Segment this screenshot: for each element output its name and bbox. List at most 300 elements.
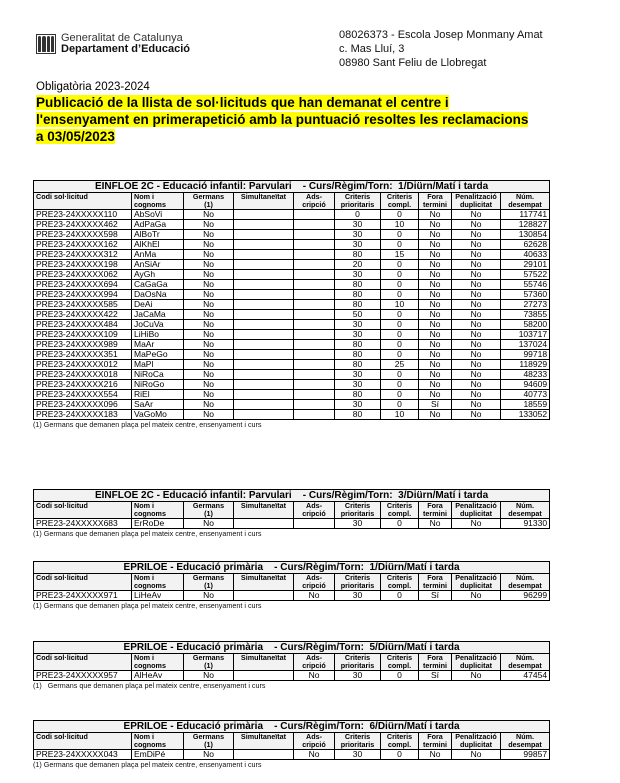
- table-cell: AdPaGa: [132, 220, 184, 230]
- table-row: [34, 250, 550, 260]
- table-row: [34, 290, 550, 300]
- table-row: [34, 270, 550, 280]
- column-header: [335, 502, 381, 519]
- table-cell: 0: [381, 340, 419, 350]
- column-header-line: Germans: [192, 501, 225, 510]
- table-cell: CaGaGa: [132, 280, 184, 290]
- table-cell: No: [419, 750, 452, 760]
- table-group-title: EPRILOE - Educació primària - Curs/Règim/Torn: 1/Diürn/Matí i tarda: [34, 562, 550, 574]
- table-row: [34, 330, 550, 340]
- column-header-line: Fora: [427, 501, 443, 510]
- table-cell: 0: [381, 270, 419, 280]
- column-header-line: Criteris: [386, 732, 413, 741]
- column-header: [381, 574, 419, 591]
- table-cell: No: [184, 220, 234, 230]
- column-header: [184, 193, 234, 210]
- table-cell: No: [452, 750, 501, 760]
- table-cell: 130854: [501, 230, 550, 240]
- column-header: [184, 502, 234, 519]
- table-cell: 80: [335, 280, 381, 290]
- table-cell: 0: [381, 240, 419, 250]
- table-cell: 94609: [501, 380, 550, 390]
- column-header-line: cognoms: [134, 740, 166, 749]
- column-header-line: [36, 582, 129, 590]
- table-cell: 30: [335, 320, 381, 330]
- column-header-line: Penalització: [455, 653, 497, 662]
- school-street: c. Mas Lluí, 3: [339, 43, 405, 55]
- column-header: [501, 733, 550, 750]
- column-header-line: termini: [423, 661, 447, 670]
- table-cell: 15: [381, 250, 419, 260]
- table-cell: PRE23-24XXXXX096: [34, 400, 132, 410]
- column-header: [501, 193, 550, 210]
- table-cell: No: [184, 360, 234, 370]
- table-cell: No: [419, 330, 452, 340]
- column-header: [335, 574, 381, 591]
- table-cell: Sí: [419, 671, 452, 681]
- table-cell: PRE23-24XXXXX198: [34, 260, 132, 270]
- table-cell: [294, 220, 335, 230]
- column-header: [132, 193, 184, 210]
- column-header-line: Ads-: [306, 573, 322, 582]
- table-cell: 0: [381, 591, 419, 601]
- column-header-line: Criteris: [344, 732, 371, 741]
- column-header: [452, 654, 501, 671]
- document-heading: [36, 80, 606, 145]
- column-header-line: Codi sol·licitud: [36, 732, 88, 741]
- table-cell: [294, 240, 335, 250]
- table-cell: No: [184, 591, 234, 601]
- table-row: [34, 390, 550, 400]
- column-header: [452, 502, 501, 519]
- column-header: [501, 502, 550, 519]
- table-cell: No: [419, 220, 452, 230]
- table-cell: No: [419, 360, 452, 370]
- table-cell: No: [419, 300, 452, 310]
- school-code-name: 08026373 - Escola Josep Monmany Amat: [339, 29, 543, 41]
- table-cell: 30: [335, 380, 381, 390]
- column-header: [34, 733, 132, 750]
- table-cell: No: [419, 210, 452, 220]
- column-header-line: Núm.: [516, 573, 534, 582]
- column-header-line: desempat: [508, 740, 542, 749]
- table-cell: No: [184, 320, 234, 330]
- table-cell: 117741: [501, 210, 550, 220]
- table-cell: 30: [335, 400, 381, 410]
- column-header-line: Criteris: [386, 653, 413, 662]
- column-header-line: compl.: [387, 509, 412, 518]
- table-cell: [234, 280, 294, 290]
- table-cell: No: [294, 591, 335, 601]
- table-cell: 0: [381, 320, 419, 330]
- column-header-line: [236, 741, 291, 749]
- table-row: [34, 400, 550, 410]
- column-header-line: Nom i: [134, 501, 154, 510]
- table-cell: No: [452, 210, 501, 220]
- table-cell: No: [184, 290, 234, 300]
- table-row: [34, 320, 550, 330]
- table-cell: ErRoDe: [132, 519, 184, 529]
- column-header-line: Nom i: [134, 732, 154, 741]
- table-cell: 80: [335, 360, 381, 370]
- column-header: [184, 574, 234, 591]
- document-title: [36, 94, 606, 145]
- column-header: [419, 733, 452, 750]
- table-cell: EmDiPé: [132, 750, 184, 760]
- table-cell: [294, 210, 335, 220]
- table-cell: [234, 340, 294, 350]
- table-cell: LiHiBo: [132, 330, 184, 340]
- table-cell: 10: [381, 410, 419, 420]
- table-cell: SaAr: [132, 400, 184, 410]
- table-cell: 137024: [501, 340, 550, 350]
- column-header-line: Germans: [192, 653, 225, 662]
- column-header: [234, 574, 294, 591]
- column-header-line: Penalització: [455, 501, 497, 510]
- table-cell: 0: [381, 350, 419, 360]
- column-header-line: Germans: [192, 573, 225, 582]
- table-cell: 99718: [501, 350, 550, 360]
- table-cell: No: [452, 230, 501, 240]
- table-row: [34, 300, 550, 310]
- column-header: [381, 733, 419, 750]
- table-cell: PRE23-24XXXXX683: [34, 519, 132, 529]
- admission-table-block: [33, 720, 549, 769]
- table-cell: No: [452, 671, 501, 681]
- table-row: [34, 220, 550, 230]
- table-cell: 27273: [501, 300, 550, 310]
- table-cell: [294, 260, 335, 270]
- table-cell: 0: [381, 750, 419, 760]
- column-header: [34, 574, 132, 591]
- table-row: [34, 210, 550, 220]
- table-cell: No: [452, 340, 501, 350]
- table-cell: No: [419, 390, 452, 400]
- table-cell: PRE23-24XXXXX971: [34, 591, 132, 601]
- table-cell: No: [452, 330, 501, 340]
- column-header-line: compl.: [387, 740, 412, 749]
- column-header-line: (1): [204, 581, 213, 590]
- table-cell: No: [419, 410, 452, 420]
- table-cell: No: [184, 390, 234, 400]
- table-cell: PRE23-24XXXXX110: [34, 210, 132, 220]
- table-cell: [294, 310, 335, 320]
- table-cell: [234, 320, 294, 330]
- column-header-line: prioritaris: [340, 740, 375, 749]
- table-cell: MaPl: [132, 360, 184, 370]
- table-cell: JoCuVa: [132, 320, 184, 330]
- column-header-line: Nom i: [134, 653, 154, 662]
- table-cell: PRE23-24XXXXX554: [34, 390, 132, 400]
- table-row: [34, 410, 550, 420]
- column-header-line: cripció: [302, 581, 326, 590]
- table-row: [34, 750, 550, 760]
- table-cell: [294, 340, 335, 350]
- title-line: Publicació de la llista de sol·licituds que han demanat el centre i: [36, 95, 449, 110]
- table-cell: PRE23-24XXXXX312: [34, 250, 132, 260]
- table-cell: [234, 310, 294, 320]
- table-cell: No: [184, 370, 234, 380]
- column-header: [294, 193, 335, 210]
- column-header-line: Núm.: [516, 501, 535, 510]
- table-cell: PRE23-24XXXXX598: [34, 230, 132, 240]
- table-cell: [294, 270, 335, 280]
- table-cell: No: [184, 671, 234, 681]
- column-header: [184, 654, 234, 671]
- table-cell: PRE23-24XXXXX462: [34, 220, 132, 230]
- table-row: [34, 240, 550, 250]
- table-cell: No: [452, 240, 501, 250]
- column-header-line: cripció: [302, 740, 326, 749]
- column-header-line: cognoms: [134, 200, 166, 209]
- table-cell: AlKhEl: [132, 240, 184, 250]
- column-header: [132, 654, 184, 671]
- column-header-line: compl.: [387, 581, 412, 590]
- table-cell: No: [419, 350, 452, 360]
- column-header-line: (1): [204, 509, 213, 518]
- table-cell: No: [294, 750, 335, 760]
- table-cell: 30: [335, 591, 381, 601]
- table-cell: No: [184, 250, 234, 260]
- table-row: [34, 671, 550, 681]
- table-cell: 0: [381, 210, 419, 220]
- column-header-line: (1): [204, 661, 213, 670]
- column-header-line: Simultaneïtat: [240, 653, 287, 662]
- column-header-line: Núm.: [516, 192, 535, 201]
- table-cell: 62628: [501, 240, 550, 250]
- table-cell: 29101: [501, 260, 550, 270]
- column-header-line: Codi sol·licitud: [36, 501, 88, 510]
- table-cell: No: [184, 270, 234, 280]
- column-header: [294, 654, 335, 671]
- table-cell: AnSiAr: [132, 260, 184, 270]
- column-header: [234, 193, 294, 210]
- table-cell: No: [452, 390, 501, 400]
- table-cell: No: [452, 380, 501, 390]
- column-header-line: compl.: [387, 200, 412, 209]
- footnote: (1) Germans que demanen plaça pel mateix centre, ensenyament i curs: [33, 420, 262, 429]
- table-row: [34, 519, 550, 529]
- admission-table: [33, 641, 550, 681]
- column-header-line: Codi sol·licitud: [36, 192, 88, 201]
- admission-table: [33, 489, 550, 529]
- column-header-line: prioritaris: [340, 509, 375, 518]
- column-header-line: Penalització: [455, 732, 497, 741]
- column-header-line: cognoms: [134, 661, 166, 670]
- table-row: [34, 350, 550, 360]
- org-name: Generalitat de Catalunya: [61, 32, 183, 44]
- column-header-line: Nom i: [134, 192, 154, 201]
- table-cell: PRE23-24XXXXX183: [34, 410, 132, 420]
- table-cell: 0: [335, 210, 381, 220]
- column-header-line: Núm.: [516, 732, 534, 741]
- table-row: [34, 310, 550, 320]
- table-cell: [294, 350, 335, 360]
- table-cell: 128827: [501, 220, 550, 230]
- column-header-line: Criteris: [386, 192, 413, 201]
- footnote: (1) Germans que demanen plaça pel mateix centre, ensenyament i curs: [33, 529, 262, 538]
- table-cell: 133052: [501, 410, 550, 420]
- generalitat-logo: [36, 33, 190, 55]
- column-header-line: Criteris: [386, 573, 413, 582]
- table-cell: [234, 250, 294, 260]
- column-header-line: cognoms: [134, 581, 166, 590]
- table-cell: AbSoVi: [132, 210, 184, 220]
- table-cell: No: [452, 370, 501, 380]
- column-header-line: [36, 741, 129, 749]
- column-header-line: Criteris: [386, 501, 413, 510]
- column-header: [234, 733, 294, 750]
- admission-table: [33, 561, 550, 601]
- table-cell: No: [419, 280, 452, 290]
- footnote: (1) Germans que demanen plaça pel mateix centre, ensenyament i curs: [33, 760, 262, 769]
- table-cell: PRE23-24XXXXX018: [34, 370, 132, 380]
- table-cell: No: [419, 260, 452, 270]
- table-cell: No: [419, 310, 452, 320]
- table-cell: 30: [335, 750, 381, 760]
- column-header-line: [36, 662, 129, 670]
- column-header-line: Fora: [427, 573, 443, 582]
- table-cell: [294, 250, 335, 260]
- column-header-line: cripció: [302, 509, 326, 518]
- table-group-title: EPRILOE - Educació primària - Curs/Règim/Torn: 5/Diürn/Matí i tarda: [34, 642, 550, 654]
- column-header-line: Fora: [427, 653, 443, 662]
- table-cell: [294, 370, 335, 380]
- admission-table: [33, 720, 550, 760]
- table-cell: No: [184, 210, 234, 220]
- column-header-line: [236, 201, 291, 209]
- table-cell: No: [452, 320, 501, 330]
- table-cell: PRE23-24XXXXX012: [34, 360, 132, 370]
- column-header: [34, 654, 132, 671]
- table-cell: [294, 400, 335, 410]
- column-header: [34, 502, 132, 519]
- column-header: [234, 502, 294, 519]
- table-cell: 58200: [501, 320, 550, 330]
- table-cell: [234, 370, 294, 380]
- column-header-line: desempat: [508, 661, 542, 670]
- column-header: [335, 654, 381, 671]
- table-cell: PRE23-24XXXXX694: [34, 280, 132, 290]
- table-cell: 30: [335, 330, 381, 340]
- column-header-line: desempat: [508, 581, 542, 590]
- table-cell: No: [419, 230, 452, 240]
- column-header: [34, 193, 132, 210]
- table-cell: No: [452, 280, 501, 290]
- table-row: [34, 280, 550, 290]
- table-cell: PRE23-24XXXXX994: [34, 290, 132, 300]
- table-cell: AyGh: [132, 270, 184, 280]
- column-header-line: duplicitat: [460, 581, 492, 590]
- table-cell: [294, 320, 335, 330]
- table-cell: 30: [335, 519, 381, 529]
- table-cell: PRE23-24XXXXX484: [34, 320, 132, 330]
- table-cell: No: [452, 519, 501, 529]
- table-cell: 103717: [501, 330, 550, 340]
- column-header-line: Germans: [192, 732, 225, 741]
- admission-table-block: [33, 180, 549, 429]
- column-header-line: Nom i: [134, 573, 154, 582]
- table-cell: PRE23-24XXXXX422: [34, 310, 132, 320]
- footnote: (1) Germans que demanen plaça pel mateix centre, ensenyament i curs: [33, 601, 262, 610]
- table-cell: No: [452, 591, 501, 601]
- admission-table-block: [33, 489, 549, 538]
- table-cell: 0: [381, 390, 419, 400]
- column-header: [452, 193, 501, 210]
- column-header: [501, 654, 550, 671]
- table-row: [34, 360, 550, 370]
- table-cell: [234, 750, 294, 760]
- table-cell: No: [452, 360, 501, 370]
- table-cell: [234, 519, 294, 529]
- column-header-line: [236, 662, 291, 670]
- column-header-line: Fora: [427, 192, 443, 201]
- table-cell: 48233: [501, 370, 550, 380]
- table-cell: PRE23-24XXXXX216: [34, 380, 132, 390]
- table-cell: 91330: [501, 519, 550, 529]
- table-cell: 47454: [501, 671, 550, 681]
- table-cell: 57360: [501, 290, 550, 300]
- column-header-line: Simultaneïtat: [240, 501, 287, 510]
- column-header-line: Ads-: [306, 653, 322, 662]
- table-cell: 0: [381, 280, 419, 290]
- table-cell: [234, 400, 294, 410]
- table-cell: 30: [335, 370, 381, 380]
- table-cell: No: [452, 250, 501, 260]
- table-cell: PRE23-24XXXXX989: [34, 340, 132, 350]
- table-cell: 80: [335, 290, 381, 300]
- column-header: [184, 733, 234, 750]
- column-header-line: desempat: [508, 200, 542, 209]
- table-cell: 0: [381, 519, 419, 529]
- table-cell: 0: [381, 380, 419, 390]
- table-cell: No: [184, 240, 234, 250]
- admission-table: [33, 180, 550, 420]
- table-cell: No: [184, 340, 234, 350]
- table-cell: 10: [381, 220, 419, 230]
- admission-table-block: [33, 561, 549, 610]
- school-year: Obligatòria 2023-2024: [36, 81, 150, 93]
- table-cell: No: [294, 671, 335, 681]
- column-header-line: [36, 510, 129, 518]
- table-cell: PRE23-24XXXXX162: [34, 240, 132, 250]
- table-cell: PRE23-24XXXXX062: [34, 270, 132, 280]
- table-cell: [234, 220, 294, 230]
- column-header-line: Criteris: [344, 653, 371, 662]
- table-cell: [234, 350, 294, 360]
- column-header-line: [236, 582, 291, 590]
- column-header-line: duplicitat: [460, 661, 492, 670]
- column-header-line: cognoms: [134, 509, 166, 518]
- table-cell: No: [452, 410, 501, 420]
- table-cell: 99857: [501, 750, 550, 760]
- table-cell: JaCaMa: [132, 310, 184, 320]
- table-cell: No: [419, 340, 452, 350]
- table-cell: [234, 360, 294, 370]
- table-group-title: EPRILOE - Educació primària - Curs/Règim/Torn: 6/Diürn/Matí i tarda: [34, 721, 550, 733]
- table-cell: 118929: [501, 360, 550, 370]
- table-cell: 30: [335, 220, 381, 230]
- table-cell: 80: [335, 390, 381, 400]
- table-cell: [234, 380, 294, 390]
- column-header: [452, 733, 501, 750]
- table-cell: 80: [335, 340, 381, 350]
- table-cell: 10: [381, 300, 419, 310]
- table-cell: No: [452, 270, 501, 280]
- column-header: [452, 574, 501, 591]
- table-cell: [234, 390, 294, 400]
- table-row: [34, 591, 550, 601]
